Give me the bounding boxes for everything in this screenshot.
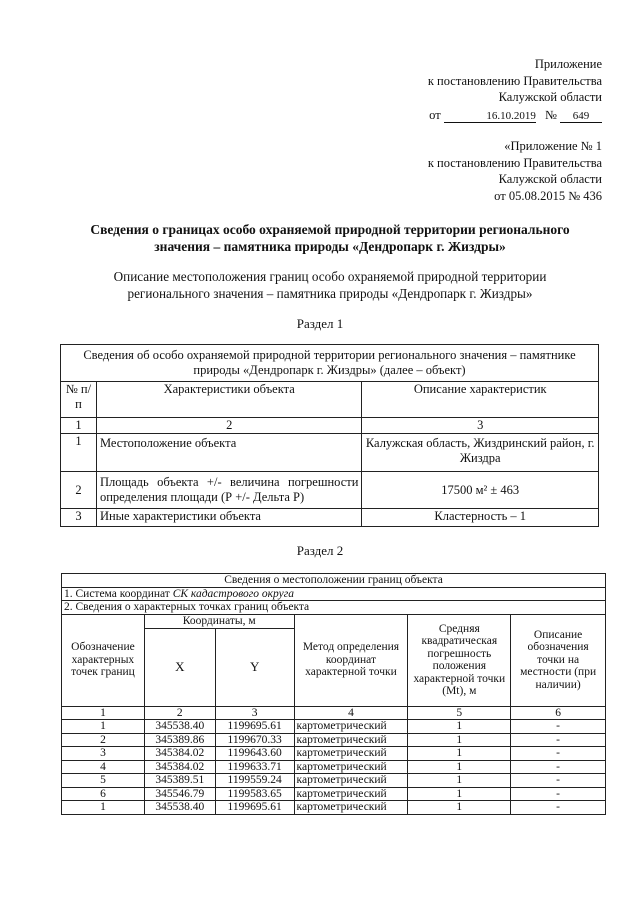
row-error: 1 [408,733,511,747]
header-num: № п/п [61,382,97,418]
appendix-title: Приложение [534,57,602,71]
row-method: картометрический [294,801,408,815]
row-num: 3 [61,509,97,527]
row-point: 4 [62,760,145,774]
row-x: 345384.02 [144,760,215,774]
row-point: 1 [62,720,145,734]
table-row [62,801,606,815]
document-description [60,268,600,302]
section-1-heading: Раздел 1 [296,316,344,331]
title-line-1: Сведения о границах особо охраняемой природной территории регионального [90,222,570,237]
row-marking: - [511,747,606,761]
row-x: 345384.02 [144,747,215,761]
row-num: 1 [61,434,97,472]
col-number: 2 [96,418,362,434]
col-number: 5 [408,706,511,720]
section-2-heading: Раздел 2 [296,543,344,558]
appendix-date-line [428,107,602,124]
row-characteristic: Местоположение объекта [96,434,362,472]
description-line-1: Описание местоположения границ особо охраняемой природной территории [113,269,547,284]
points-body [62,720,606,815]
row-method: картометрический [294,760,408,774]
appendix-region: Калужской области [498,90,602,104]
row-y: 1199695.61 [215,720,294,734]
table-caption: Сведения об особо охраняемой природной территории регионального значения – памятнике природы «Дендропарк г. Жиздры» (далее – объект) [61,345,599,382]
row-point: 6 [62,787,145,801]
header-method: Метод определения координат характерной точки [294,614,408,706]
header-marking: Описание обозначения точки на местности (при наличии) [511,614,606,706]
header-coordinates: Координаты, м [144,614,294,628]
number-label: № [544,107,557,122]
row-y: 1199670.33 [215,733,294,747]
row-error: 1 [408,801,511,815]
table-row [62,733,606,747]
row-error: 1 [408,760,511,774]
boundary-points-table [61,573,606,815]
row-method: картометрический [294,774,408,788]
row-y: 1199559.24 [215,774,294,788]
coordinate-system-row [62,587,606,601]
row-num: 2 [61,472,97,509]
row-y: 1199643.60 [215,747,294,761]
col-number: 6 [511,706,606,720]
from-label: от [429,107,441,122]
section-2-caption: Сведения о местоположении границ объекта [62,574,606,588]
title-line-2: значения – памятника природы «Дендропарк г. Жиздры» [154,239,506,254]
row-point: 2 [62,733,145,747]
row-error: 1 [408,774,511,788]
row-method: картометрический [294,733,408,747]
row-y: 1199695.61 [215,801,294,815]
table-row [62,747,606,761]
row-y: 1199633.71 [215,760,294,774]
table-row [61,434,599,472]
row-error: 1 [408,787,511,801]
prev-appendix-title: «Приложение № 1 [504,139,602,153]
col-number: 3 [362,418,599,434]
row-method: картометрический [294,747,408,761]
header-description: Описание характеристик [362,382,599,418]
header-x: X [144,628,215,706]
row-marking: - [511,787,606,801]
row-marking: - [511,760,606,774]
coordinate-system-value: СК кадастрового округа [172,587,294,600]
row-description: Кластерность – 1 [362,509,599,527]
table-row [62,760,606,774]
col-number: 2 [144,706,215,720]
row-point: 5 [62,774,145,788]
row-x: 345538.40 [144,801,215,815]
appendix-block [428,56,602,123]
decree-date: 16.10.2019 [444,110,536,123]
col-number: 3 [215,706,294,720]
row-characteristic: Иные характеристики объекта [96,509,362,527]
row-point: 3 [62,747,145,761]
row-marking: - [511,733,606,747]
header-point: Обозначение характерных точек границ [62,614,145,706]
row-marking: - [511,801,606,815]
row-x: 345538.40 [144,720,215,734]
object-info-table [60,344,599,527]
document-title [60,221,600,255]
row-error: 1 [408,747,511,761]
row-marking: - [511,720,606,734]
decree-number: 649 [560,110,602,123]
header-characteristic: Характеристики объекта [96,382,362,418]
row-y: 1199583.65 [215,787,294,801]
row-method: картометрический [294,787,408,801]
row-error: 1 [408,720,511,734]
previous-appendix-block [428,138,602,204]
row-method: картометрический [294,720,408,734]
col-number: 1 [62,706,145,720]
description-line-2: регионального значения – памятника природы «Дендропарк г. Жиздры» [127,286,533,301]
row-description: Калужская область, Жиздринский район, г. Жиздра [362,434,599,472]
table-row [61,472,599,509]
table-row [61,509,599,527]
prev-appendix-region: Калужской области [498,172,602,186]
header-error: Средняя квадратическая погрешность положения характерной точки (Mt), м [408,614,511,706]
coordinate-system-label: 1. Система координат [64,587,173,600]
row-description: 17500 м² ± 463 [362,472,599,509]
table-row [62,774,606,788]
row-marking: - [511,774,606,788]
row-x: 345389.86 [144,733,215,747]
table-row [62,787,606,801]
col-number: 1 [61,418,97,434]
row-x: 345546.79 [144,787,215,801]
header-y: Y [215,628,294,706]
table-row [62,720,606,734]
row-point: 1 [62,801,145,815]
col-number: 4 [294,706,408,720]
points-info-row: 2. Сведения о характерных точках границ объекта [62,601,606,615]
row-characteristic: Площадь объекта +/- величина погрешности определения площади (Р +/- Дельта Р) [96,472,362,509]
appendix-ref: к постановлению Правительства [427,73,602,88]
prev-appendix-ref: к постановлению Правительства [427,155,602,170]
row-x: 345389.51 [144,774,215,788]
prev-appendix-date: от 05.08.2015 № 436 [494,188,602,203]
